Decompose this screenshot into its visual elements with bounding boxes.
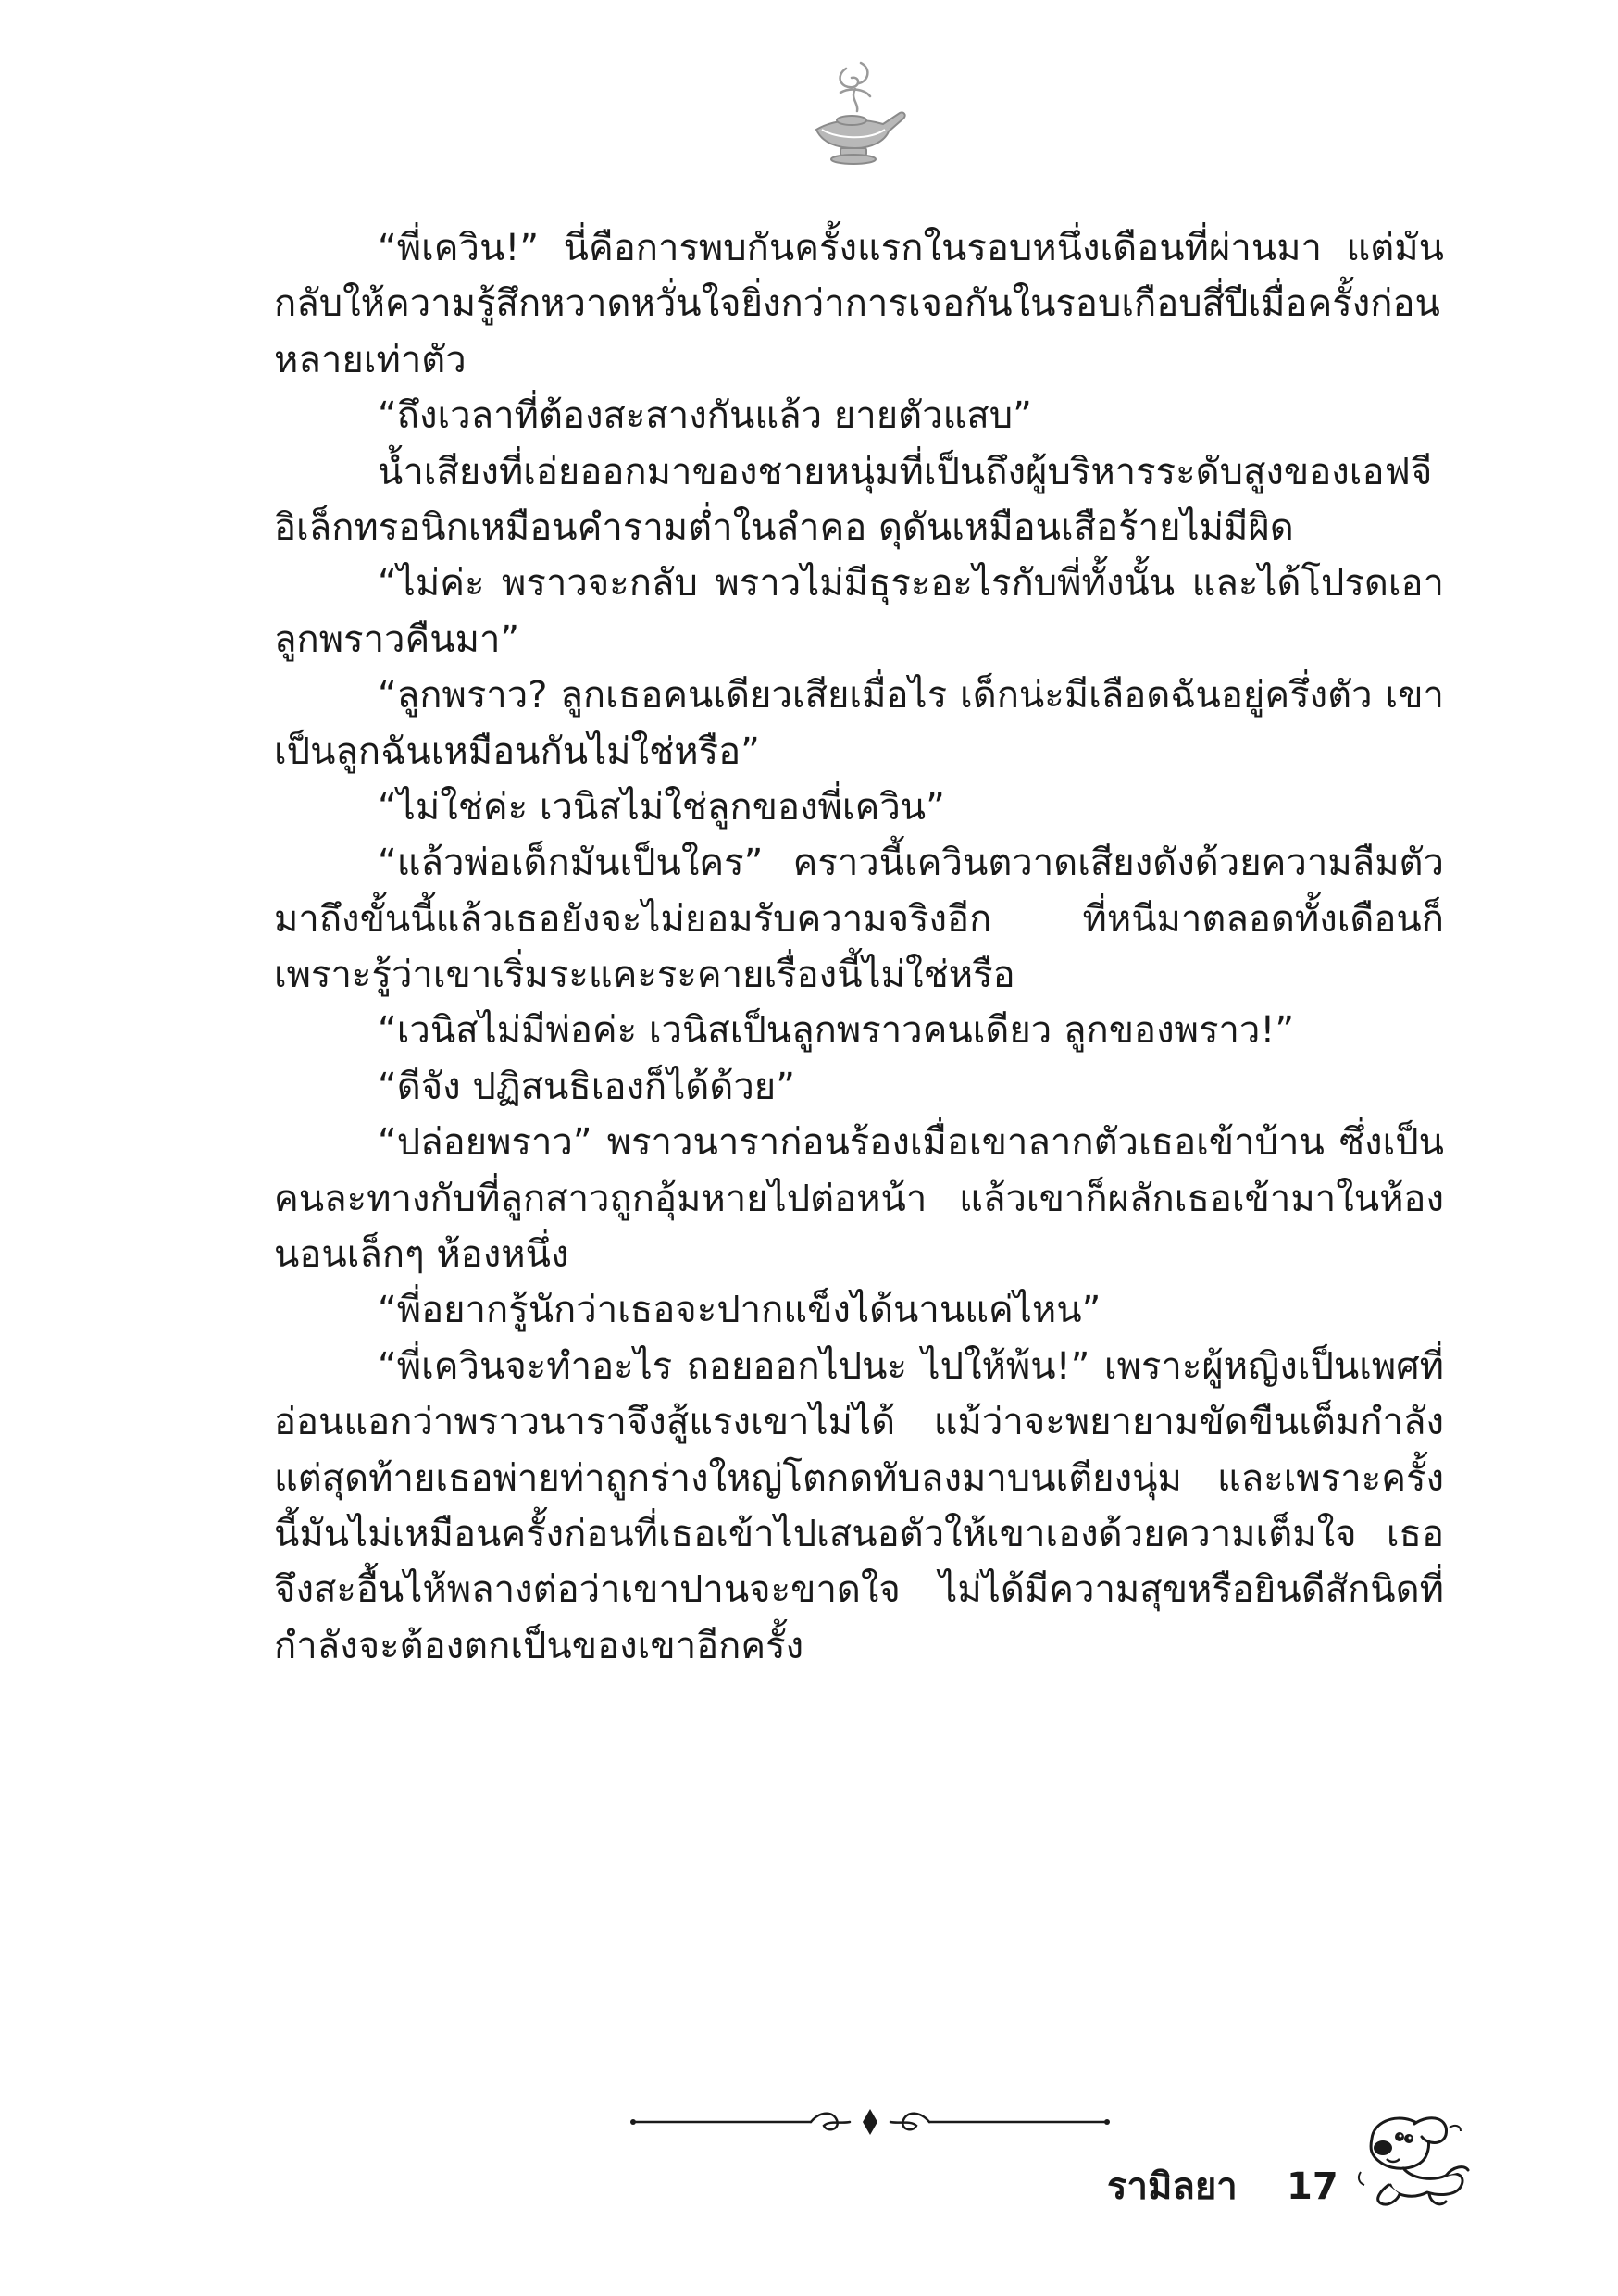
paragraph: “เวนิสไม่มีพ่อค่ะ เวนิสเป็นลูกพราวคนเดียว ลูกของพราว!” bbox=[378, 1009, 1295, 1053]
paragraph: น้ำเสียงที่เอ่ยออกมาของชายหนุ่มที่เป็นถึงผู้บริหารระดับสูงของเอฟจีอิเล็กทรอนิกเหมือนคำรามต่ำในลำคอ ดุดันเหมือนเสือร้ายไม่มีผิด bbox=[274, 450, 1433, 549]
flourish-divider-icon bbox=[629, 2103, 1111, 2140]
paragraph: “ไม่ค่ะ พราวจะกลับ พราวไม่มีธุระอะไรกับพี่ทั้งนั้น และได้โปรดเอาลูกพราวคืนมา” bbox=[274, 562, 1444, 661]
paragraph: “ไม่ใช่ค่ะ เวนิสไม่ใช่ลูกของพี่เควิน” bbox=[378, 785, 945, 829]
book-title: รามิลยา bbox=[1107, 2165, 1238, 2208]
dog-mascot-icon bbox=[1353, 2111, 1474, 2215]
paragraph: “ปล่อยพราว” พราวนาราก่อนร้องเมื่อเขาลากตัวเธอเข้าบ้าน ซึ่งเป็นคนละทางกับที่ลูกสาวถูกอุ้มหายไปต่อหน้า แล้วเขาก็ผลักเธอเข้ามาในห้องนอนเล็กๆ ห้องหนึ่ง bbox=[274, 1121, 1444, 1277]
paragraph: “ถึงเวลาที่ต้องสะสางกันแล้ว ยายตัวแสบ” bbox=[378, 394, 1032, 438]
paragraph: “พี่อยากรู้นักว่าเธอจะปากแข็งได้นานแค่ไหน” bbox=[378, 1289, 1101, 1332]
paragraph: “พี่เควินจะทำอะไร ถอยออกไปนะ ไปให้พ้น!” เพราะผู้หญิงเป็นเพศที่อ่อนแอกว่าพราวนาราจึงสู้แรงเขาไม่ได้ แม้ว่าจะพยายามขัดขืนเต็มกำลัง แต่สุดท้ายเธอพ่ายท่าถูกร่างใหญ่โตกดทับลงมาบนเตียงนุ่ม และเพราะครั้งนี้มันไม่เหมือนครั้งก่อนที่เธอเข้าไปเสนอตัวให้เขาเองด้วยความเต็มใจ เธอจึงสะอื้นไห้พลางต่อว่าเขาปานจะขาดใจ ไม่ได้มีความสุขหรือยินดีสักนิดที่กำลังจะต้องตกเป็นของเขาอีกครั้ง bbox=[274, 1344, 1444, 1667]
page-number: 17 bbox=[1287, 2165, 1338, 2208]
paragraph: “ดีจัง ปฏิสนธิเองก็ได้ด้วย” bbox=[378, 1065, 795, 1108]
paragraph: “ลูกพราว? ลูกเธอคนเดียวเสียเมื่อไร เด็กน่ะมีเลือดฉันอยู่ครึ่งตัว เขาเป็นลูกฉันเหมือนกันไม่ใช่หรือ” bbox=[274, 674, 1444, 773]
story-text bbox=[274, 220, 1444, 1674]
paragraph: “พี่เควิน!” นี่คือการพบกันครั้งแรกในรอบหนึ่งเดือนที่ผ่านมา แต่มันกลับให้ความรู้สึกหวาดหวั่นใจยิ่งกว่าการเจอกันในรอบเกือบสี่ปีเมื่อครั้งก่อนหลายเท่าตัว bbox=[274, 227, 1444, 381]
paragraph: “แล้วพ่อเด็กมันเป็นใคร” คราวนี้เควินตวาดเสียงดังด้วยความลืมตัว มาถึงขั้นนี้แล้วเธอยังจะไม่ยอมรับความจริงอีก ที่หนีมาตลอดทั้งเดือนก็เพราะรู้ว่าเขาเริ่มระแคะระคายเรื่องนี้ไม่ใช่หรือ bbox=[274, 842, 1444, 997]
genie-lamp-icon bbox=[803, 56, 911, 167]
